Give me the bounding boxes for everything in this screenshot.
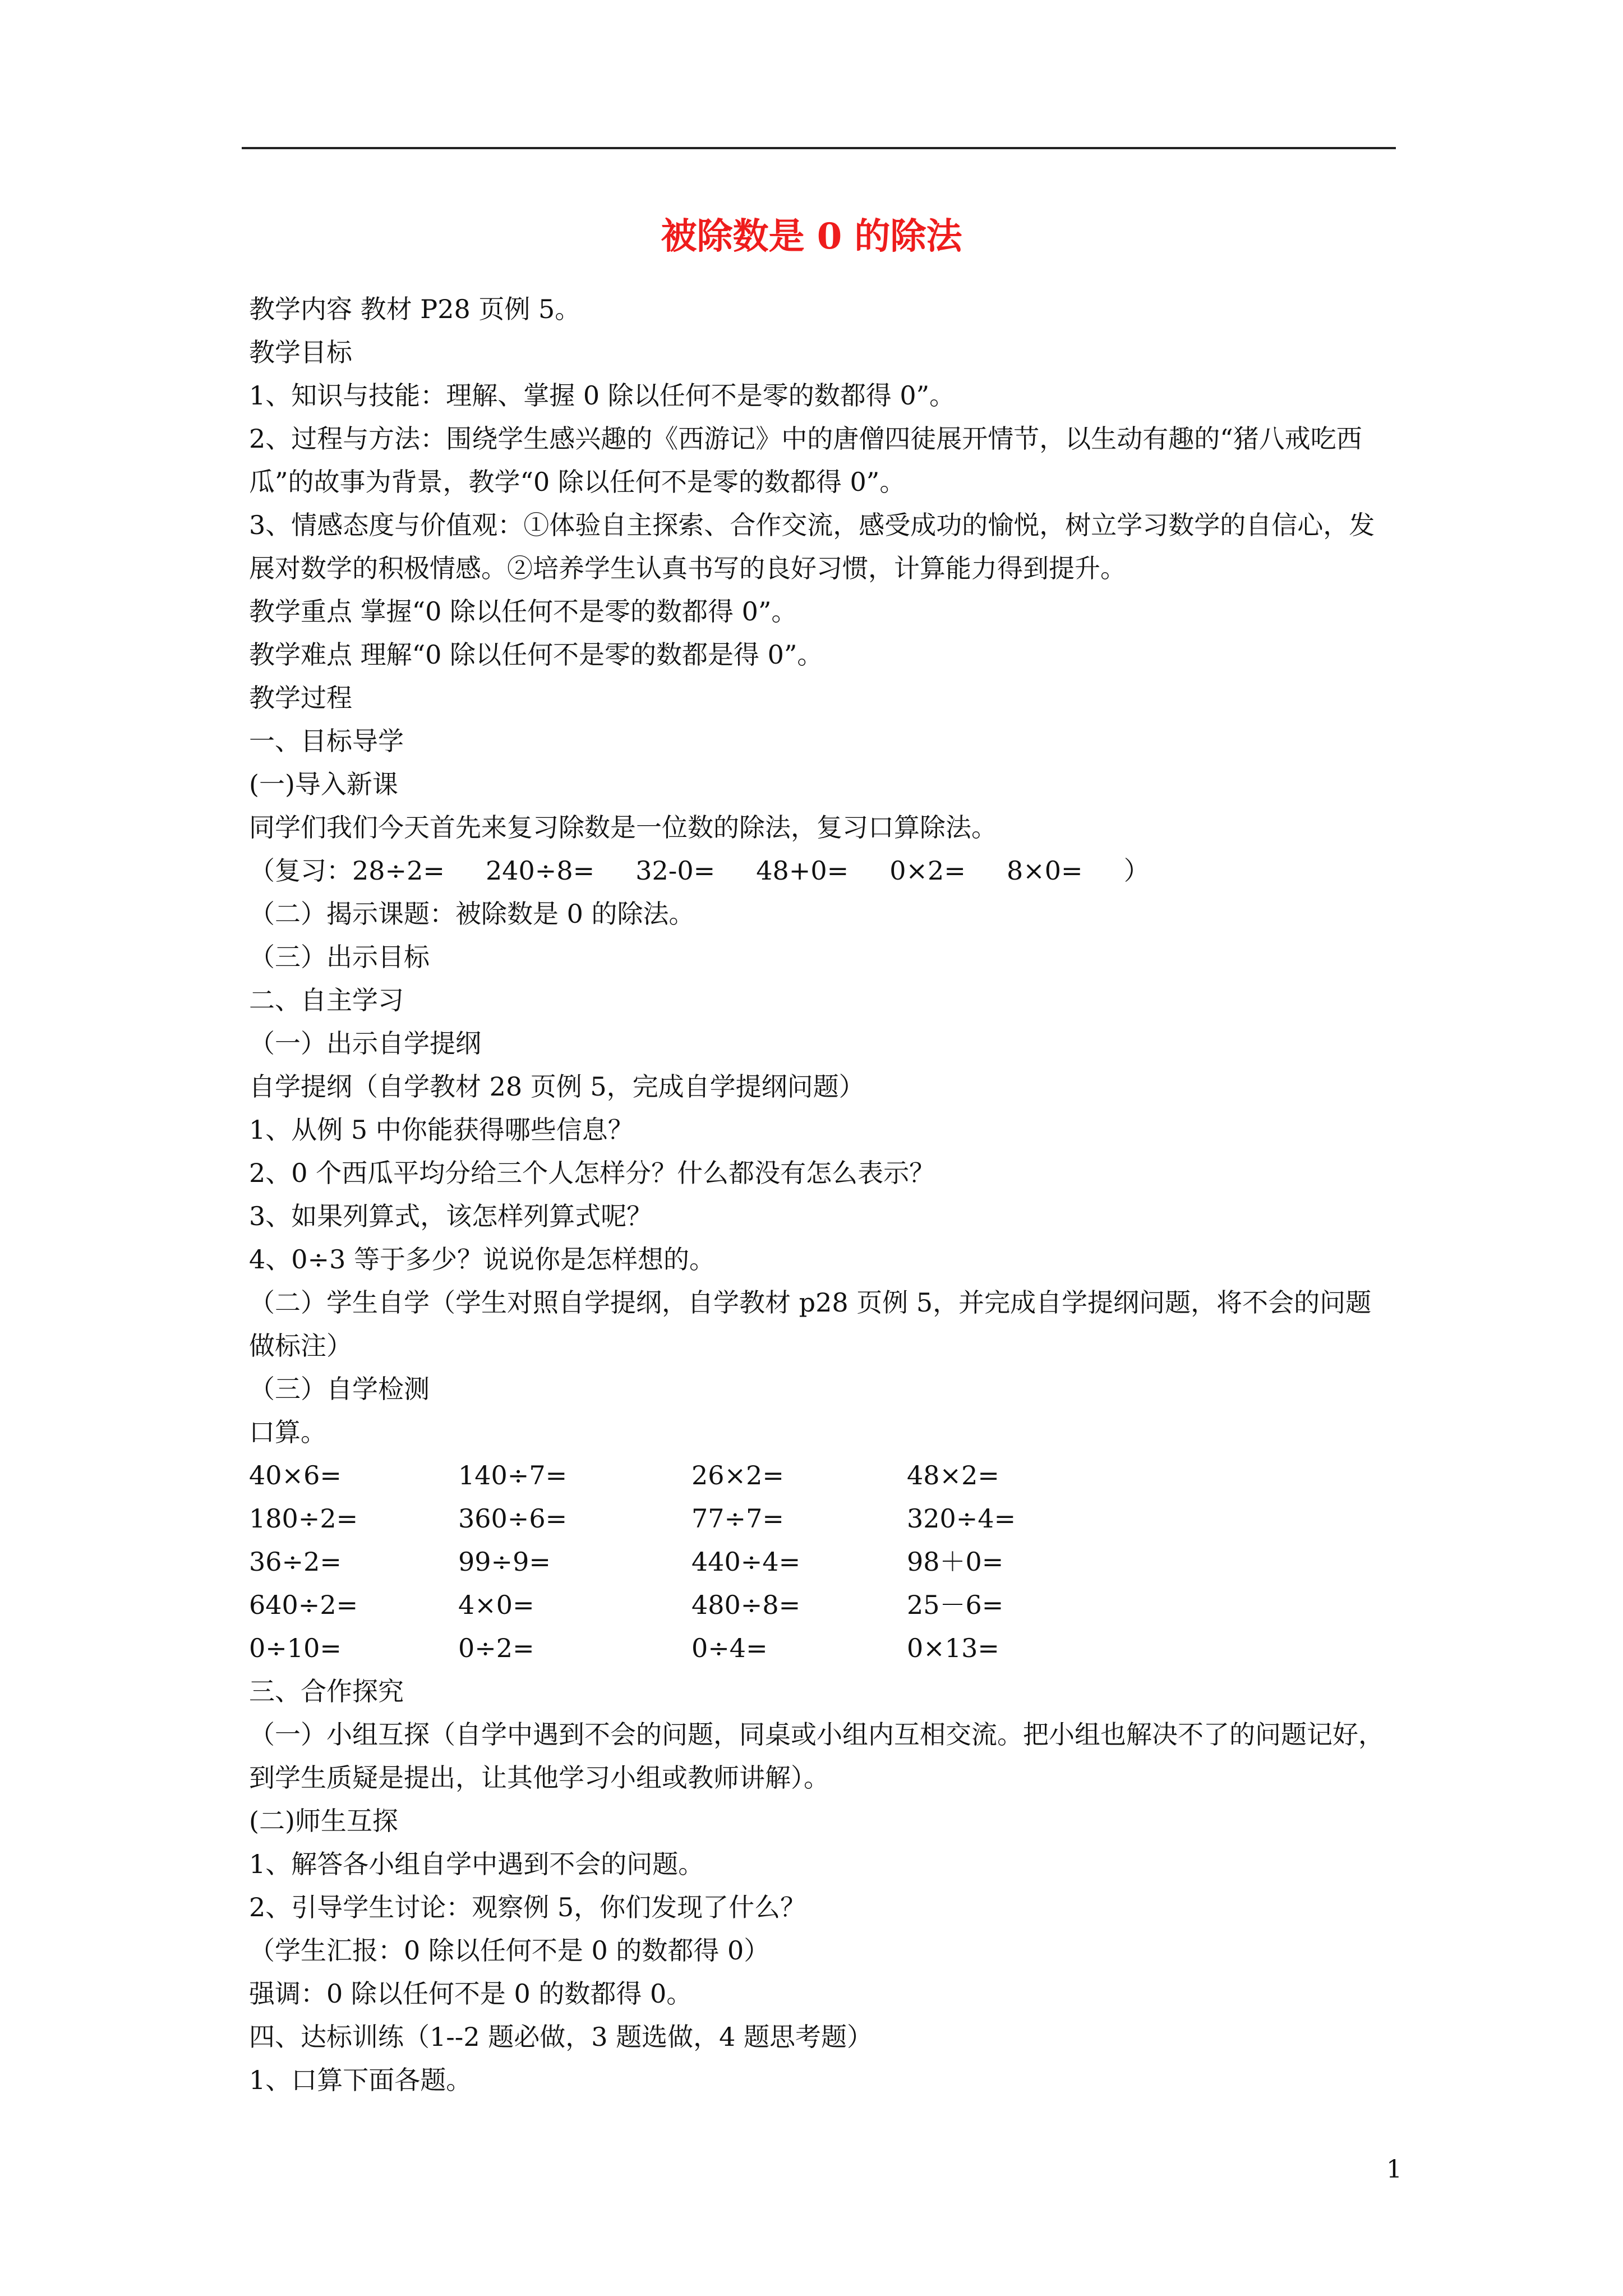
text-line: 口算。 bbox=[249, 1417, 326, 1447]
text-line: 1、口算下面各题。 bbox=[249, 2065, 472, 2095]
calc-item: 0÷10= bbox=[249, 1633, 342, 1663]
calc-item: 180÷2= bbox=[249, 1503, 358, 1534]
question-line: 3、如果列算式，该怎样列算式呢？ bbox=[249, 1201, 653, 1231]
text-line: 1、解答各小组自学中遇到不会的问题。 bbox=[249, 1849, 704, 1879]
teaching-goals-heading: 教学目标 bbox=[249, 337, 352, 367]
calc-item: 77÷7= bbox=[691, 1503, 784, 1534]
calc-item: 25－6= bbox=[907, 1590, 1004, 1620]
text-line: （学生汇报：0 除以任何不是 0 的数都得 0） bbox=[249, 1935, 770, 1966]
section-heading: 四、达标训练（1--2 题必做，3 题选做，4 题思考题） bbox=[249, 2022, 873, 2052]
section-heading: 二、自主学习 bbox=[249, 985, 404, 1015]
calc-item: 440÷4= bbox=[691, 1547, 801, 1577]
section-heading: 三、合作探究 bbox=[249, 1676, 404, 1706]
subsection-heading: (二)师生互探 bbox=[249, 1806, 398, 1836]
review-exercises-line: （复习：28÷2= 240÷8= 32-0= 48+0= 0×2= 8×0= ） bbox=[249, 855, 1150, 886]
document-title: 被除数是 0 的除法 bbox=[661, 215, 962, 257]
text-line: 自学提纲（自学教材 28 页例 5，完成自学提纲问题） bbox=[249, 1071, 865, 1102]
subsection-heading: （三）出示目标 bbox=[249, 942, 430, 972]
subsection-heading: (一)导入新课 bbox=[249, 769, 398, 799]
calc-item: 320÷4= bbox=[907, 1503, 1016, 1534]
calc-item: 48×2= bbox=[907, 1460, 999, 1490]
section-heading: 一、目标导学 bbox=[249, 726, 404, 756]
subsection-heading: （二）揭示课题：被除数是 0 的除法。 bbox=[249, 899, 695, 929]
calc-item: 4×0= bbox=[458, 1590, 534, 1620]
group-explore-paragraph: （一）小组互探（自学中遇到不会的问题，同桌或小组内互相交流。把小组也解决不了的问题记好，到学生质疑是提出，让其他学习小组或教师讲解）。 bbox=[249, 1719, 1384, 1793]
calc-item: 36÷2= bbox=[249, 1547, 342, 1577]
page-number: 1 bbox=[1386, 2155, 1402, 2184]
mental-math-grid bbox=[249, 1454, 1393, 1670]
calc-row bbox=[249, 1540, 1393, 1584]
calc-item: 0÷4= bbox=[691, 1633, 768, 1663]
key-point-line: 教学重点 掌握“0 除以任何不是零的数都得 0”。 bbox=[249, 596, 797, 627]
calc-item: 99÷9= bbox=[458, 1547, 551, 1577]
question-line: 1、从例 5 中你能获得哪些信息？ bbox=[249, 1115, 634, 1145]
teaching-content-line: 教学内容 教材 P28 页例 5。 bbox=[249, 294, 581, 324]
calc-row bbox=[249, 1584, 1393, 1627]
goal-attitude-paragraph: 3、情感态度与价值观：①体验自主探索、合作交流，感受成功的愉悦，树立学习数学的自信心，发展对数学的积极情感。②培养学生认真书写的良好习惯，计算能力得到提升。 bbox=[249, 510, 1375, 583]
emphasis-line: 强调：0 除以任何不是 0 的数都得 0。 bbox=[249, 1978, 693, 2009]
calc-item: 140÷7= bbox=[458, 1460, 568, 1490]
question-line: 4、0÷3 等于多少？说说你是怎样想的。 bbox=[249, 1244, 715, 1274]
goal-knowledge-line: 1、知识与技能：理解、掌握 0 除以任何不是零的数都得 0”。 bbox=[249, 380, 956, 411]
calc-item: 26×2= bbox=[691, 1460, 784, 1490]
header-rule bbox=[242, 147, 1396, 149]
document-body bbox=[249, 288, 1393, 2102]
difficult-point-line: 教学难点 理解“0 除以任何不是零的数都是得 0”。 bbox=[249, 639, 823, 670]
calc-item: 360÷6= bbox=[458, 1503, 568, 1534]
subsection-heading: （三）自学检测 bbox=[249, 1374, 430, 1404]
calc-item: 480÷8= bbox=[691, 1590, 801, 1620]
text-line: 2、引导学生讨论：观察例 5，你们发现了什么？ bbox=[249, 1892, 806, 1922]
process-heading: 教学过程 bbox=[249, 683, 352, 713]
calc-item: 0÷2= bbox=[458, 1633, 534, 1663]
calc-item: 98＋0= bbox=[907, 1547, 1004, 1577]
goal-process-paragraph: 2、过程与方法：围绕学生感兴趣的《西游记》中的唐僧四徒展开情节，以生动有趣的“猪八戒吃西瓜”的故事为背景，教学“0 除以任何不是零的数都得 0”。 bbox=[249, 424, 1362, 497]
calc-item: 40×6= bbox=[249, 1460, 342, 1490]
self-study-paragraph: （二）学生自学（学生对照自学提纲，自学教材 p28 页例 5，并完成自学提纲问题，将不会的问题做标注） bbox=[249, 1287, 1372, 1361]
calc-item: 0×13= bbox=[907, 1633, 999, 1663]
calc-row bbox=[249, 1497, 1393, 1540]
question-line: 2、0 个西瓜平均分给三个人怎样分？什么都没有怎么表示？ bbox=[249, 1158, 935, 1188]
calc-row bbox=[249, 1454, 1393, 1497]
subsection-heading: （一）出示自学提纲 bbox=[249, 1028, 481, 1059]
calc-item: 640÷2= bbox=[249, 1590, 358, 1620]
text-line: 同学们我们今天首先来复习除数是一位数的除法，复习口算除法。 bbox=[249, 812, 997, 843]
calc-row bbox=[249, 1627, 1393, 1670]
